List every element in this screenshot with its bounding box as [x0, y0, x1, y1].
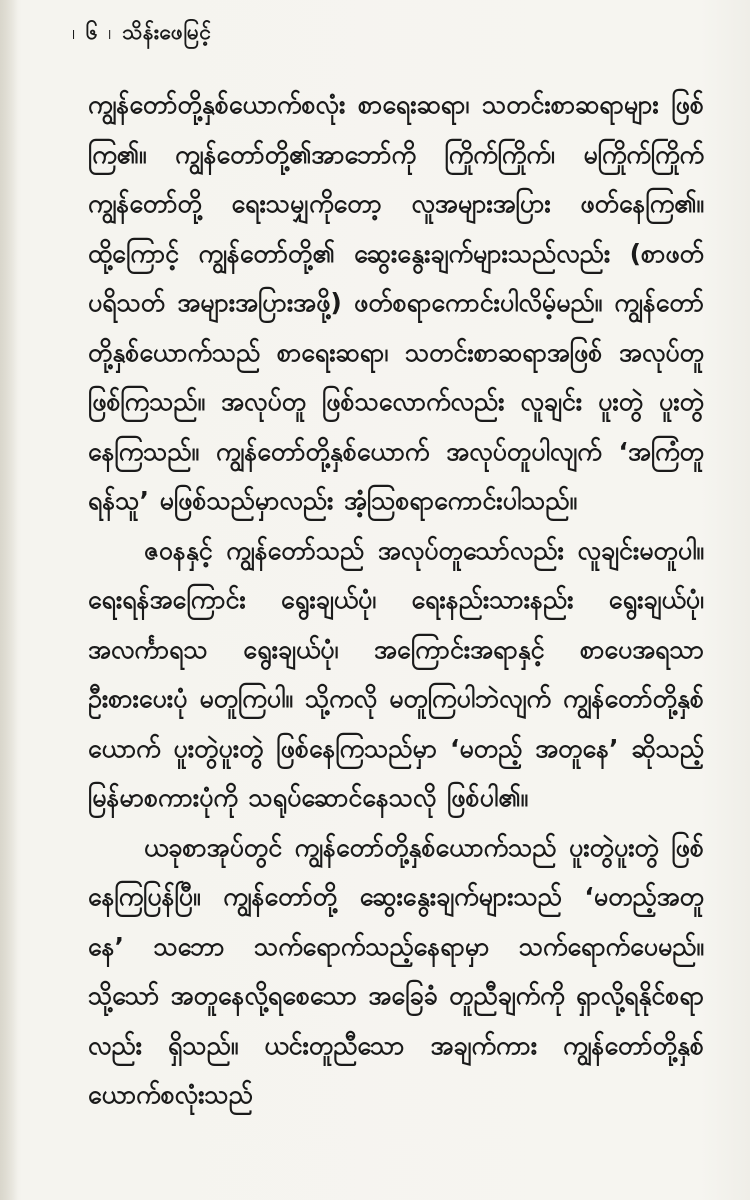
header-bar-right: ၊ — [108, 19, 112, 44]
page-body — [88, 80, 704, 1195]
paragraph-1: ကျွန်တော်တို့နှစ်ယောက်စလုံး စာရေးဆရာ၊ သတင်းစာဆရာများ ဖြစ်ကြ၏။ ကျွန်တော်တို့၏အာဘော်ကို ကြိုက်ကြိုက်၊ မကြိုက်ကြိုက် ကျွန်တော်တို့ ရေးသမျှကိုတော့ လူအများအပြား ဖတ်နေကြ၏။ ထို့ကြောင့် ကျွန်တော်တို့၏ ဆွေးနွေးချက်များသည်လည်း (စာဖတ်ပရိသတ် အများအပြားအဖို့) ဖတ်စရာကောင်းပါလိမ့်မည်။ ကျွန်တော်တို့နှစ်ယောက်သည် စာရေးဆရာ၊ သတင်းစာဆရာအဖြစ် အလုပ်တူဖြစ်ကြသည်။ အလုပ်တူ ဖြစ်သလောက်လည်း လူချင်း ပူးတွဲ ပူးတွဲ နေကြသည်။ ကျွန်တော်တို့နှစ်ယောက် အလုပ်တူပါလျက် ‘အကြံတူ ရန်သူ’ မဖြစ်သည်မှာလည်း အံ့သြစရာကောင်းပါသည်။ — [88, 90, 704, 515]
header-bar-left: ၊ — [72, 19, 76, 44]
running-header — [62, 14, 212, 54]
page-number: ၆ — [85, 19, 99, 44]
paragraph-3: ယခုစာအုပ်တွင် ကျွန်တော်တို့နှစ်ယောက်သည် ပူးတွဲပူးတွဲ ဖြစ်နေကြပြန်ပြီ။ ကျွန်တော်တို့ ဆွေးနွေးချက်များသည် ‘မတည့်အတူနေ’ သဘော သက်ရောက်သည့်နေရာမှာ သက်ရောက်ပေမည်။ သို့သော် အတူနေလို့ရစေသော အခြေခံ တူညီချက်ကို ရှာလို့ရနိုင်စရာလည်း ရှိသည်။ ယင်းတူညီသော အချက်ကား ကျွန်တော်တို့နှစ်ယောက်စလုံးသည် — [88, 832, 704, 1109]
paragraph-2: ဇဝနနှင့် ကျွန်တော်သည် အလုပ်တူသော်လည်း လူချင်းမတူပါ။ ရေးရန်အကြောင်း ရွေးချယ်ပုံ၊ ရေးနည်းသားနည်း ရွေးချယ်ပုံ၊ အလင်္ကာရသ ရွေးချယ်ပုံ၊ အကြောင်းအရာနှင့် စာပေအရသာ ဦးစားပေးပုံ မတူကြပါ။ သို့ကလို မတူကြပါဘဲလျက် ကျွန်တော်တို့နှစ်ယောက် ပူးတွဲပူးတွဲ ဖြစ်နေကြသည်မှာ ‘မတည့် အတူနေ’ ဆိုသည့် မြန်မာစကားပုံကို သရုပ်ဆောင်နေသလို ဖြစ်ပါ၏။ — [88, 535, 704, 812]
page-gutter-shadow — [0, 0, 18, 1200]
book-title: သိန်းဖေမြင့် — [121, 19, 212, 44]
